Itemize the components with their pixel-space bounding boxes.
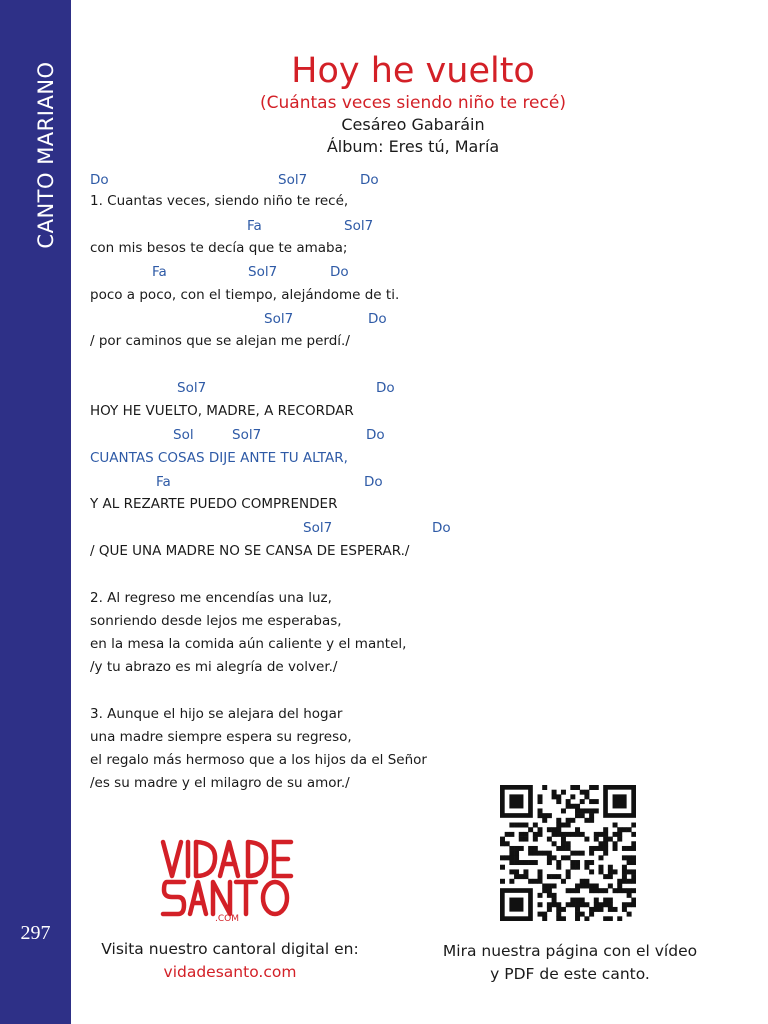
- chord: Sol: [173, 427, 194, 443]
- song-title: Hoy he vuelto: [291, 51, 535, 91]
- lyric-line: 2. Al regreso me encendías una luz,: [90, 590, 332, 606]
- song-header: [160, 50, 666, 158]
- chord: Do: [368, 311, 387, 327]
- visit-block: [80, 938, 380, 984]
- chord: Do: [330, 264, 349, 280]
- chorus-line: CUANTAS COSAS DIJE ANTE TU ALTAR,: [90, 450, 348, 466]
- website-link[interactable]: vidadesanto.com: [163, 963, 297, 981]
- chord: Do: [432, 520, 451, 536]
- lyric-line: sonriendo desde lejos me esperabas,: [90, 613, 342, 629]
- lyric-line: en la mesa la comida aún caliente y el mantel,: [90, 636, 407, 652]
- qr-code[interactable]: [500, 785, 636, 921]
- chord: Sol7: [248, 264, 278, 280]
- chord: Fa: [247, 218, 262, 234]
- chord: Sol7: [344, 218, 374, 234]
- chord: Do: [360, 172, 379, 188]
- lyric-line: 1. Cuantas veces, siendo niño te recé,: [90, 193, 349, 209]
- chord: Fa: [156, 474, 171, 490]
- chord: Do: [364, 474, 383, 490]
- section-label: CANTO MARIANO: [34, 61, 58, 249]
- lyric-line: poco a poco, con el tiempo, alejándome de ti.: [90, 287, 400, 303]
- visit-text: Visita nuestro cantoral digital en:: [101, 940, 359, 958]
- chorus-line: HOY HE VUELTO, MADRE, A RECORDAR: [90, 403, 354, 419]
- qr-code-graphic: [500, 785, 636, 921]
- song-subtitle: (Cuántas veces siendo niño te recé): [260, 93, 566, 113]
- lyric-line: una madre siempre espera su regreso,: [90, 729, 352, 745]
- qr-caption-line-2: y PDF de este canto.: [490, 965, 650, 983]
- chord: Do: [366, 427, 385, 443]
- qr-caption: [420, 940, 720, 986]
- lyric-line: con mis besos te decía que te amaba;: [90, 240, 348, 256]
- chorus-line: / QUE UNA MADRE NO SE CANSA DE ESPERAR./: [90, 543, 410, 559]
- chord: Fa: [152, 264, 167, 280]
- song-album: Álbum: Eres tú, María: [326, 137, 500, 156]
- logo-domain: .COM: [215, 914, 239, 924]
- chord: Do: [376, 380, 395, 396]
- qr-caption-line-1: Mira nuestra página con el vídeo: [442, 942, 698, 960]
- lyric-line: /es su madre y el milagro de su amor./: [90, 775, 350, 791]
- sidebar: [0, 0, 71, 1024]
- chord: Sol7: [303, 520, 333, 536]
- chord: Sol7: [232, 427, 262, 443]
- lyric-line: 3. Aunque el hijo se alejara del hogar: [90, 706, 343, 722]
- song-author: Cesáreo Gabaráin: [341, 115, 485, 134]
- page-number: 297: [20, 922, 51, 944]
- chord: Sol7: [264, 311, 294, 327]
- vida-de-santo-logo[interactable]: [160, 838, 295, 928]
- chord: Sol7: [278, 172, 308, 188]
- chord: Do: [90, 172, 109, 188]
- lyric-line: / por caminos que se alejan me perdí./: [90, 333, 350, 349]
- lyric-line: el regalo más hermoso que a los hijos da el Señor: [90, 752, 427, 768]
- chord: Sol7: [177, 380, 207, 396]
- lyric-line: /y tu abrazo es mi alegría de volver./: [90, 659, 338, 675]
- chorus-line: Y AL REZARTE PUEDO COMPRENDER: [90, 496, 338, 512]
